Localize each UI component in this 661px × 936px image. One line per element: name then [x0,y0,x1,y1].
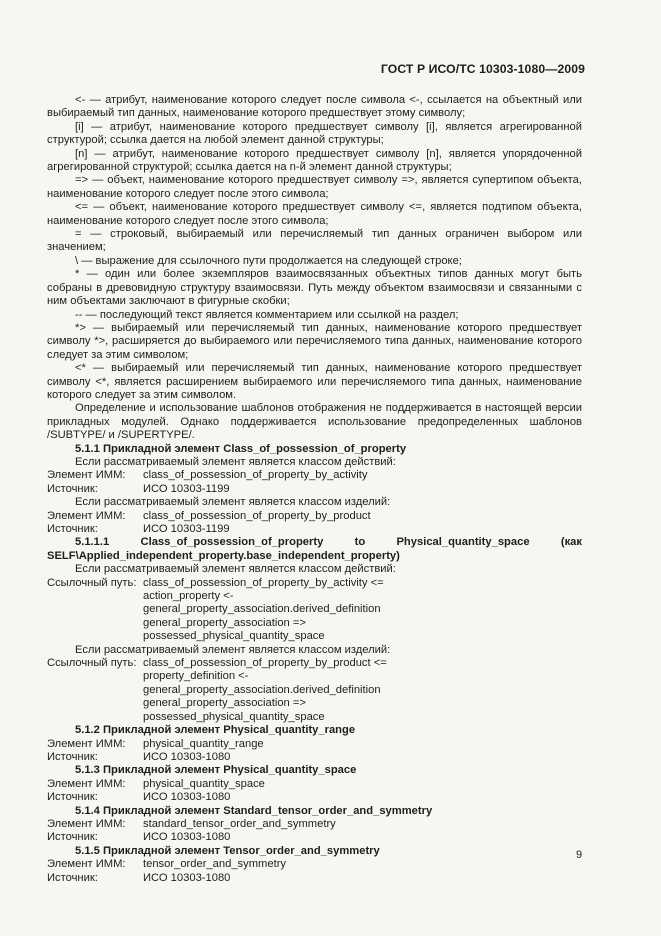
imm-label: Элемент ИММ: [47,777,126,790]
imm-value: class_of_possession_of_property_by_product [143,509,371,522]
path-line: general_property_association.derived_definition [143,603,381,616]
imm-row [47,818,582,831]
imm-label: Элемент ИММ: [47,509,126,522]
path-line: possessed_physical_quantity_space [143,630,325,643]
path-label: Ссылочный путь: [47,657,137,670]
paragraph: [i] — атрибут, наименование которого предшествует символу [i], является агрегированной структурой; ссылка дается на любой элемент данной структуры; [47,120,582,147]
path-line: possessed_physical_quantity_space [143,710,325,723]
paragraph: -- — последующий текст является комментарием или ссылкой на раздел; [75,308,459,321]
reference-path [47,577,582,644]
imm-label: Элемент ИММ: [47,469,126,482]
section-heading-5-1-2: 5.1.2 Прикладной элемент Physical_quantity_range [75,724,356,737]
imm-value: physical_quantity_space [143,777,265,790]
source-value: ИСО 10303-1080 [143,750,231,763]
section-heading-5-1-1-1: 5.1.1.1 Class_of_possession_of_property to Physical_quantity_space (как SELF\Applied_independent_property.base_independent_property) [47,536,582,562]
source-row [47,751,582,764]
imm-value: tensor_order_and_symmetry [143,858,287,871]
source-label: Источник: [47,482,98,495]
paragraph: *> — выбираемый или перечисляемый тип данных, наименование которого предшествует символу *>, расширяется до выбираемого или перечисляемого типа данных, наименование которого следует за этим символом; [47,321,582,361]
page-header: ГОСТ Р ИСО/ТС 10303-1080—2009 [380,62,585,76]
path-line: class_of_possession_of_property_by_product <= [143,657,387,670]
imm-label: Элемент ИММ: [47,737,126,750]
paragraph: \ — выражение для ссылочного пути продолжается на следующей строке; [75,254,462,267]
paragraph: Определение и использование шаблонов отображения не поддерживается в настоящей версии прикладных модулей. Однако поддерживается использование предопределенных шаблонов /SUBTYPE/ и /SUPERTYPE/. [47,402,582,442]
source-row [47,523,582,536]
section-heading-5-1-3: 5.1.3 Прикладной элемент Physical_quantity_space [75,764,357,777]
path-line: general_property_association => [143,616,306,629]
imm-row [47,469,582,482]
condition-text: Если рассматриваемый элемент является классом изделий: [75,496,391,509]
path-line: general_property_association => [143,697,306,710]
source-value: ИСО 10303-1199 [143,523,230,535]
section-heading-5-1-5: 5.1.5 Прикладной элемент Tensor_order_and_symmetry [75,844,380,857]
paragraph: <- — атрибут, наименование которого следует после символа <-, ссылается на объектный или выбираемый тип данных, наименование которого предшествует этому символу; [47,94,582,120]
path-label: Ссылочный путь: [47,576,137,589]
section-heading-5-1-1: 5.1.1 Прикладной элемент Class_of_possession_of_property [75,442,407,455]
source-value: ИСО 10303-1080 [143,791,231,804]
imm-row [47,510,582,523]
source-row [47,483,582,496]
path-line: class_of_possession_of_property_by_activity <= [143,576,384,589]
document-body [47,94,582,885]
source-label: Источник: [47,523,98,535]
paragraph: => — объект, наименование которого предшествует символу =>, является супертипом объекта, наименование которого следует после этого символа; [47,174,582,200]
page-number: 9 [576,849,583,861]
condition-text: Если рассматриваемый элемент является классом изделий: [75,643,391,656]
source-label: Источник: [47,791,98,804]
source-row [47,791,582,804]
path-line: general_property_association.derived_definition [143,683,381,696]
source-row [47,831,582,844]
imm-row [47,738,582,751]
condition-text: Если рассматриваемый элемент является классом действий: [75,563,396,576]
paragraph: * — один или более экземпляров взаимосвязанных объектных типов данных могут быть собраны в древовидную структуру взаимосвязи. Путь между объектом взаимосвязи и связанными с ним объектами заключают в фигурные скобки; [47,268,582,308]
source-value: ИСО 10303-1080 [143,831,231,844]
source-value: ИСО 10303-1080 [143,871,231,884]
paragraph: <* — выбираемый или перечисляемый тип данных, наименование которого предшествует символу <*, является расширением выбираемого или перечисляемого типа данных, наименование которого следует за этим символом. [47,362,582,401]
imm-value: standard_tensor_order_and_symmetry [143,817,336,830]
imm-row [47,778,582,791]
source-label: Источник: [47,750,98,763]
paragraph: <= — объект, наименование которого предшествует символу <=, является подтипом объекта, наименование которого следует после этого символа; [47,201,582,227]
paragraph: = — строковый, выбираемый или перечисляемый тип данных ограничен выбором или значением; [47,228,582,254]
path-line: property_definition <- [143,670,249,683]
paragraph: [n] — атрибут, наименование которого предшествует символу [n], является упорядоченной агрегированной структурой; ссылка дается на n-й элемент данной структуры; [47,147,582,174]
imm-row [47,858,582,871]
imm-value: physical_quantity_range [143,737,264,750]
imm-label: Элемент ИММ: [47,817,126,830]
source-label: Источник: [47,871,98,884]
source-label: Источник: [47,831,98,844]
section-heading-5-1-4: 5.1.4 Прикладной элемент Standard_tensor_order_and_symmetry [75,804,433,817]
imm-label: Элемент ИММ: [47,858,126,871]
condition-text: Если рассматриваемый элемент является классом действий: [75,455,396,468]
imm-value: class_of_possession_of_property_by_activity [143,469,368,482]
reference-path [47,657,582,724]
source-row [47,872,582,885]
path-line: action_property <- [143,590,234,603]
source-value: ИСО 10303-1199 [143,482,230,495]
